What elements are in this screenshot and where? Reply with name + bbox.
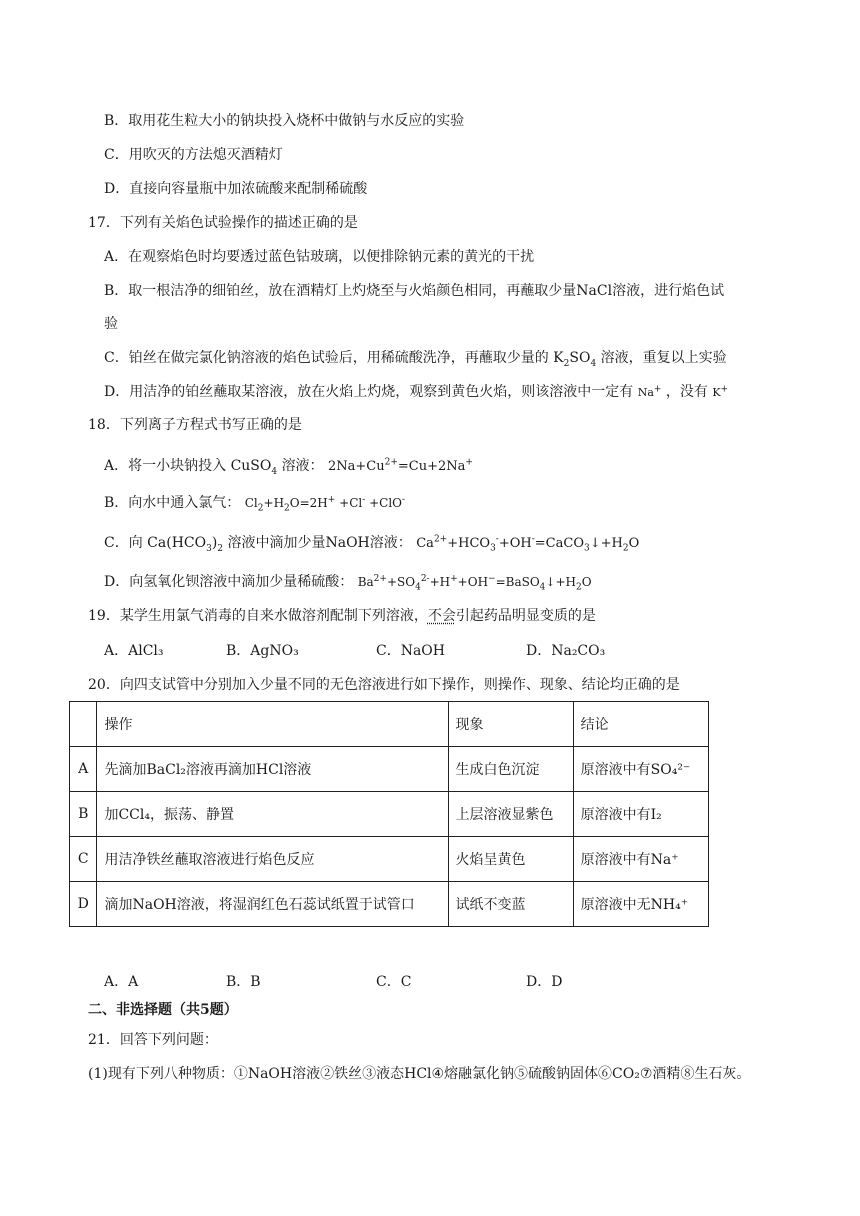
q20-choice-d: D．D <box>526 974 563 990</box>
table-row <box>70 792 709 837</box>
row-phenomenon: 生成白色沉淀 <box>448 747 573 792</box>
row-conclusion: 原溶液中无NH₄⁺ <box>573 882 708 927</box>
q18-option-d <box>104 572 592 592</box>
formula-na-ion: Na+ <box>637 384 662 399</box>
q21-stem: 21．回答下列问题： <box>88 1032 218 1048</box>
row-phenomenon: 试纸不变蓝 <box>448 882 573 927</box>
q18-option-c-text: C．向 <box>104 535 143 551</box>
table-row <box>70 747 709 792</box>
experiment-table <box>69 701 709 927</box>
q18-option-b-text: B．向水中通入氯气： <box>104 495 241 511</box>
q19-choice-d: D．Na₂CO₃ <box>526 643 606 659</box>
q19-stem-text-end: 引起药品明显变质的是 <box>455 608 596 624</box>
table-header-cell: 操作 <box>97 702 448 747</box>
q21-part1: (1)现有下列八种物质：①NaOH溶液②铁丝③液态HCl④熔融氯化钠⑤硫酸钠固体⑥CO₂⑦酒精⑧生石灰。 <box>88 1066 751 1082</box>
q18-stem: 18．下列离子方程式书写正确的是 <box>88 417 302 433</box>
q20-choices <box>104 972 562 992</box>
row-conclusion: 原溶液中有SO₄²⁻ <box>573 747 708 792</box>
q18-option-c <box>104 533 639 554</box>
table-row <box>70 882 709 927</box>
q17-option-c-text: C．铂丝在做完氯化钠溶液的焰色试验后，用稀硫酸洗净，再蘸取少量的 <box>104 350 549 366</box>
q18-option-c-text-mid: 溶液中滴加少量NaOH溶液： <box>227 535 412 551</box>
q18-option-b <box>104 493 405 513</box>
q20-choice-a: A．A <box>104 974 139 990</box>
table-header-cell: 结论 <box>573 702 708 747</box>
q19-choice-b: B．AgNO₃ <box>226 643 299 659</box>
formula-k-ion: K+ <box>712 384 729 399</box>
formula-cuso4: CuSO$_4$ <box>230 458 278 477</box>
equation-d: $Ba^{2+}+SO_4^{2-}+H^++OH^-=BaSO_4↓+H_2O$ <box>357 574 592 593</box>
row-operation: 滴加NaOH溶液，将湿润红色石蕊试纸置于试管口 <box>97 882 448 927</box>
q20-choice-b: B．B <box>226 974 261 990</box>
row-conclusion: 原溶液中有I₂ <box>573 792 708 837</box>
equation-b: $Cl_2+H_2O=2H^+ +Cl^- +ClO^-$ <box>244 495 406 514</box>
section-title: 二、非选择题（共5题） <box>88 1002 238 1018</box>
row-operation: 先滴加BaCl₂溶液再滴加HCl溶液 <box>97 747 448 792</box>
q17-stem: 17．下列有关焰色试验操作的描述正确的是 <box>88 215 358 231</box>
equation-c: $Ca^{2+}+HCO_3^-+OH^-=CaCO_3↓+H_2O$ <box>416 534 640 554</box>
row-label: C <box>70 837 97 882</box>
q18-option-d-text: D．向氢氧化钡溶液中滴加少量稀硫酸： <box>104 574 354 590</box>
q16-option-b: B．取用花生粒大小的钠块投入烧杯中做钠与水反应的实验 <box>104 113 465 129</box>
q19-choice-a: A．AlCl₃ <box>104 643 164 659</box>
q17-option-c-text-end: 溶液，重复以上实验 <box>600 350 727 366</box>
q18-option-a <box>104 456 473 477</box>
row-operation: 加CCl₄，振荡、静置 <box>97 792 448 837</box>
q17-option-a: A．在观察焰色时均要透过蓝色钴玻璃，以便排除钠元素的黄光的干扰 <box>104 249 535 265</box>
q17-option-c <box>104 348 727 368</box>
q17-option-d <box>104 382 728 403</box>
q20-choice-c: C．C <box>376 974 412 990</box>
row-operation: 用洁净铁丝蘸取溶液进行焰色反应 <box>97 837 448 882</box>
q19-stem-text: 19．某学生用氯气消毒的自来水做溶剂配制下列溶液， <box>88 608 428 624</box>
q16-option-d: D．直接向容量瓶中加浓硫酸来配制稀硫酸 <box>104 181 368 197</box>
q19-choice-c: C．NaOH <box>376 643 445 659</box>
table-row <box>70 837 709 882</box>
equation-a: $2Na+Cu^{2+}=Cu+2Na^+$ <box>328 457 473 474</box>
q18-option-a-text-mid: 溶液： <box>281 458 324 474</box>
row-label: B <box>70 792 97 837</box>
q17-option-b-line1: B．取一根洁净的细铂丝，放在酒精灯上灼烧至与火焰颜色相同，再蘸取少量NaCl溶液，进行焰色试 <box>104 283 725 299</box>
q19-choices <box>104 641 605 661</box>
q17-option-b-line2: 验 <box>104 316 118 332</box>
table-header-cell: 现象 <box>448 702 573 747</box>
formula-ca-hco3-2: $Ca(HCO_3)_2$ <box>147 535 224 554</box>
row-phenomenon: 火焰呈黄色 <box>448 837 573 882</box>
row-label: D <box>70 882 97 927</box>
table-header-row <box>70 702 709 747</box>
q16-option-c: C．用吹灭的方法熄灭酒精灯 <box>104 147 283 163</box>
table-header-cell <box>70 702 97 747</box>
q19-stem-emphasis: 不会 <box>427 608 456 624</box>
formula-k2so4: $K_2SO_4$ <box>553 350 597 369</box>
q20-stem: 20．向四支试管中分别加入少量不同的无色溶液进行如下操作，则操作、现象、结论均正确的是 <box>88 677 680 693</box>
q17-option-d-text-mid: ，没有 <box>665 384 708 400</box>
q19-stem <box>88 606 596 626</box>
q18-option-a-text: A．将一小块钠投入 <box>104 458 227 474</box>
q17-option-d-text: D．用洁净的铂丝蘸取某溶液，放在火焰上灼烧，观察到黄色火焰，则该溶液中一定有 <box>104 384 634 400</box>
row-conclusion: 原溶液中有Na⁺ <box>573 837 708 882</box>
row-phenomenon: 上层溶液显紫色 <box>448 792 573 837</box>
row-label: A <box>70 747 97 792</box>
